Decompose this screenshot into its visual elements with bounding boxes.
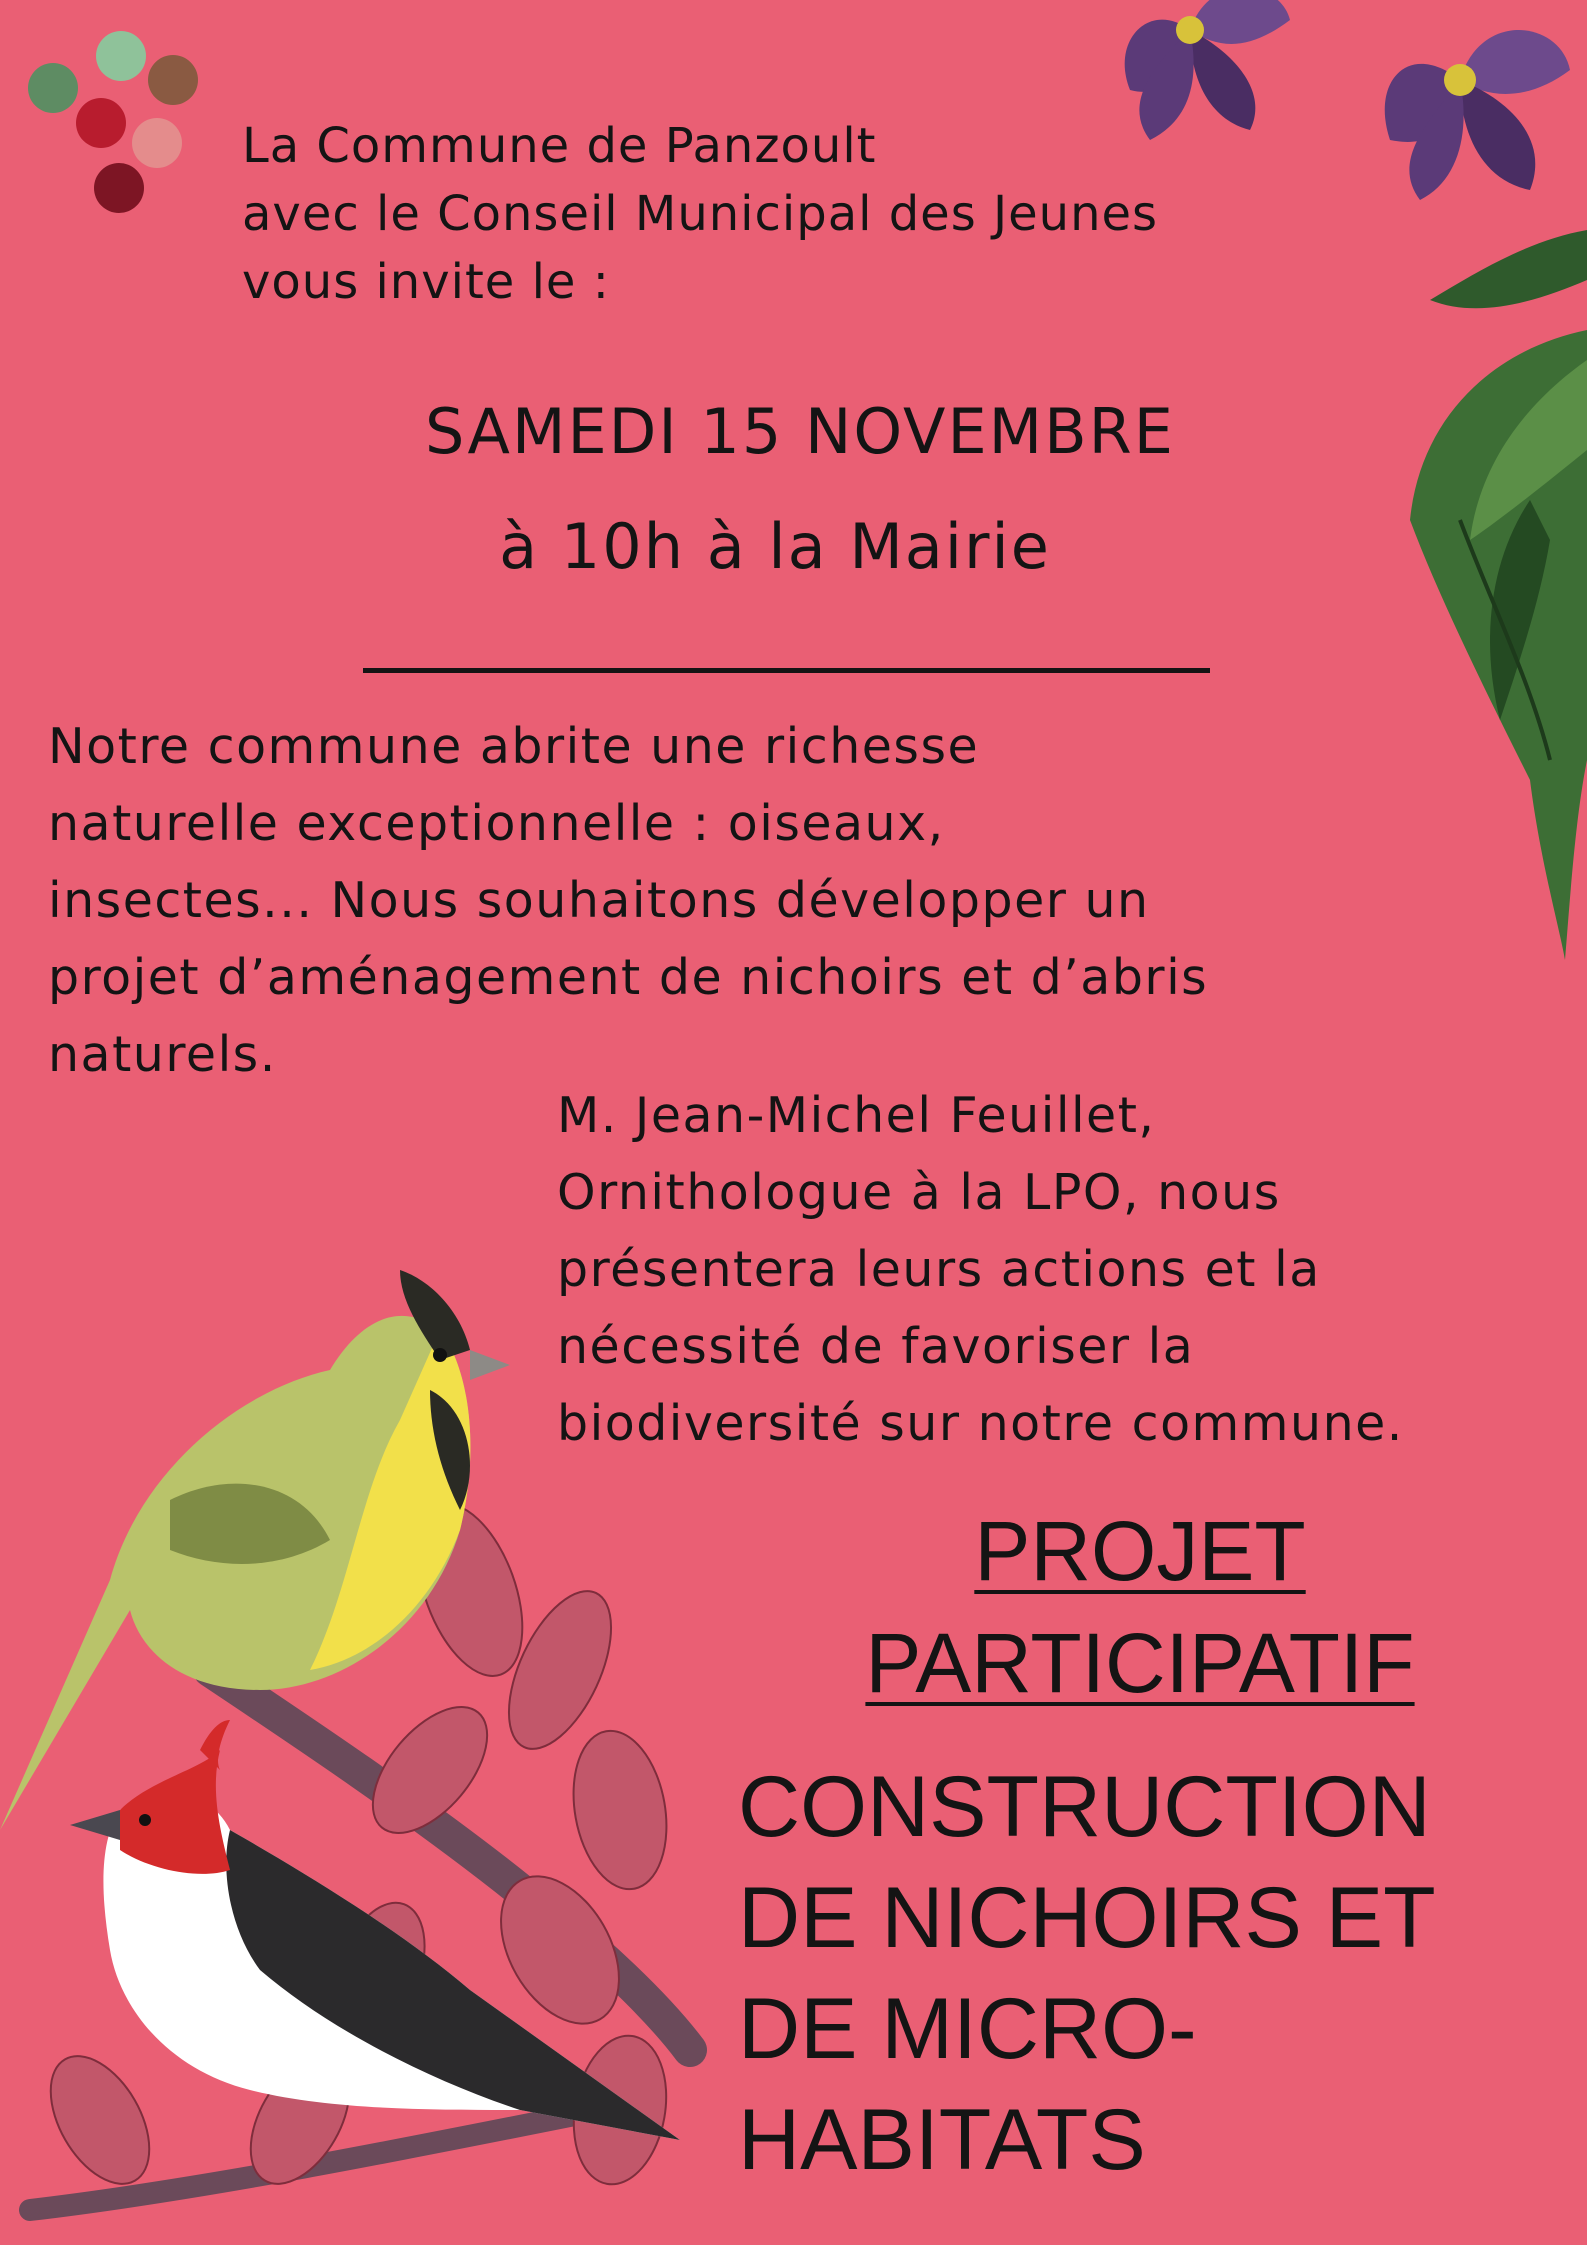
invitation-intro bbox=[242, 112, 1158, 316]
commune-logo-icon bbox=[28, 28, 203, 213]
description-line: naturels. bbox=[48, 1026, 277, 1083]
activity-line: DE MICRO- bbox=[738, 1981, 1197, 2077]
description-line: Notre commune abrite une richesse bbox=[48, 718, 980, 775]
activity-title bbox=[738, 1752, 1436, 2196]
divider-line bbox=[363, 668, 1210, 673]
intro-line-council: avec le Conseil Municipal des Jeunes bbox=[242, 186, 1159, 242]
speaker-paragraph bbox=[557, 1077, 1404, 1462]
logo-dot bbox=[132, 118, 182, 168]
project-heading bbox=[760, 1495, 1520, 1719]
intro-line-invite: vous invite le : bbox=[242, 254, 610, 310]
speaker-line: M. Jean-Michel Feuillet, bbox=[557, 1087, 1156, 1144]
logo-dot bbox=[94, 163, 144, 213]
project-heading-line1: PROJET bbox=[974, 1504, 1306, 1598]
speaker-line: nécessité de favoriser la bbox=[557, 1318, 1195, 1375]
activity-line: CONSTRUCTION bbox=[738, 1759, 1431, 1855]
intro-line-commune: La Commune de Panzoult bbox=[242, 118, 877, 174]
speaker-line: biodiversité sur notre commune. bbox=[557, 1395, 1404, 1452]
event-time-place: à 10h à la Mairie bbox=[499, 510, 1051, 583]
logo-dot bbox=[96, 31, 146, 81]
logo-dot bbox=[28, 63, 78, 113]
event-date: SAMEDI 15 NOVEMBRE bbox=[425, 395, 1175, 468]
logo-dot bbox=[76, 98, 126, 148]
speaker-line: présentera leurs actions et la bbox=[557, 1241, 1321, 1298]
description-line: projet d’aménagement de nichoirs et d’abris bbox=[48, 949, 1209, 1006]
description-paragraph bbox=[48, 708, 1488, 1093]
project-heading-line2: PARTICIPATIF bbox=[865, 1616, 1415, 1710]
activity-line: DE NICHOIRS ET bbox=[738, 1870, 1436, 1966]
description-line: insectes... Nous souhaitons développer un bbox=[48, 872, 1150, 929]
speaker-line: Ornithologue à la LPO, nous bbox=[557, 1164, 1281, 1221]
activity-line: HABITATS bbox=[738, 2092, 1146, 2188]
logo-dot bbox=[148, 55, 198, 105]
description-line: naturelle exceptionnelle : oiseaux, bbox=[48, 795, 945, 852]
